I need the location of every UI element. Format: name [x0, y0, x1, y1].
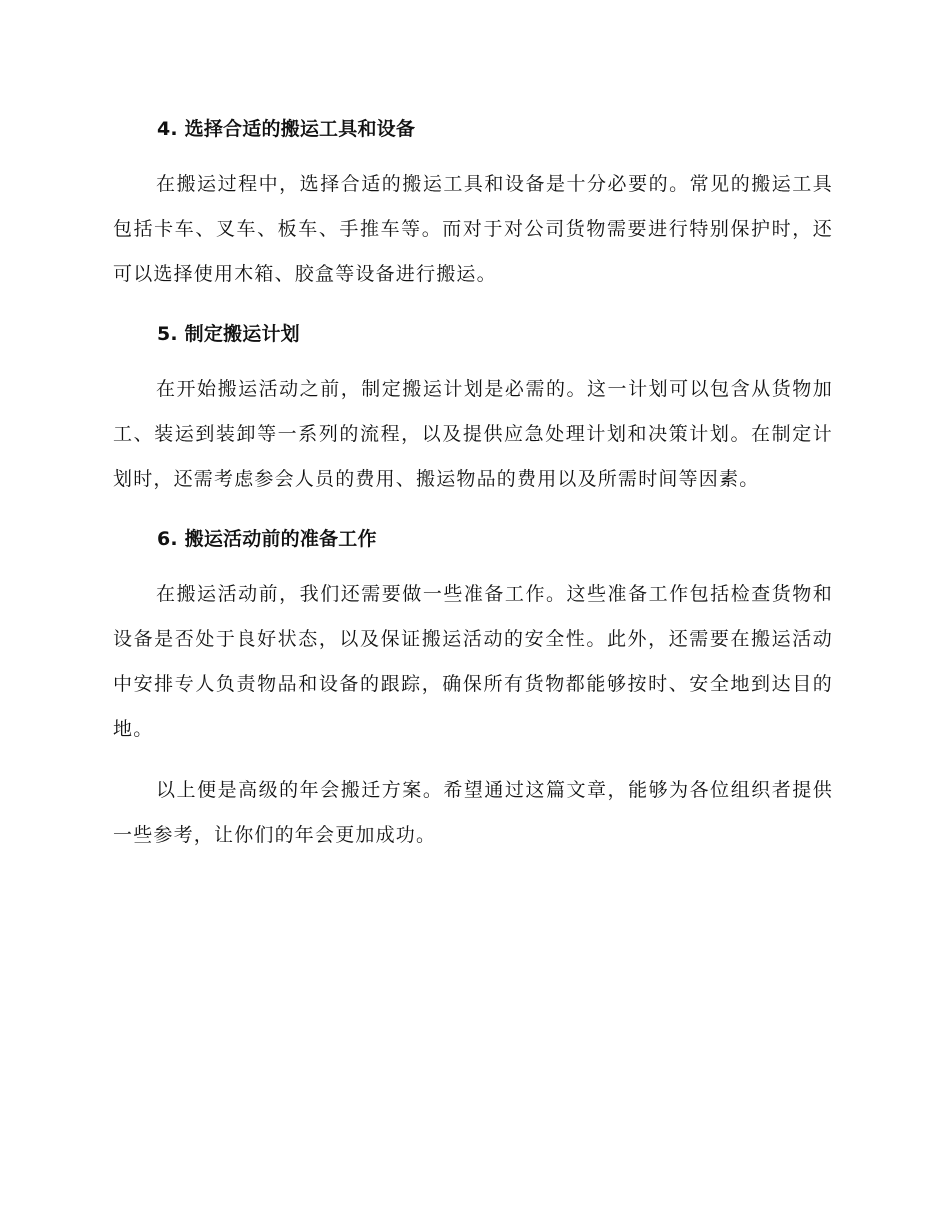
section-body-6: 在搬运活动前，我们还需要做一些准备工作。这些准备工作包括检查货物和设备是否处于良好状态，以及保证搬运活动的安全性。此外，还需要在搬运活动中安排专人负责物品和设备的跟踪，确保所有货物都能够按时、安全地到达目的地。 [113, 583, 833, 740]
section-body-4: 在搬运过程中，选择合适的搬运工具和设备是十分必要的。常见的搬运工具包括卡车、叉车、板车、手推车等。而对于对公司货物需要进行特别保护时，还可以选择使用木箱、胶盒等设备进行搬运。 [113, 173, 833, 285]
section-heading-6: 6. 搬运活动前的准备工作 [157, 528, 377, 550]
section-body-5: 在开始搬运活动之前，制定搬运计划是必需的。这一计划可以包含从货物加工、装运到装卸等一系列的流程，以及提供应急处理计划和决策计划。在制定计划时，还需考虑参会人员的费用、搬运物品的费用以及所需时间等因素。 [113, 378, 833, 490]
section-heading-4: 4. 选择合适的搬运工具和设备 [157, 118, 416, 140]
conclusion-paragraph: 以上便是高级的年会搬迁方案。希望通过这篇文章，能够为各位组织者提供一些参考，让你们的年会更加成功。 [113, 779, 833, 846]
section-heading-5: 5. 制定搬运计划 [157, 323, 300, 345]
document-content [113, 108, 833, 874]
